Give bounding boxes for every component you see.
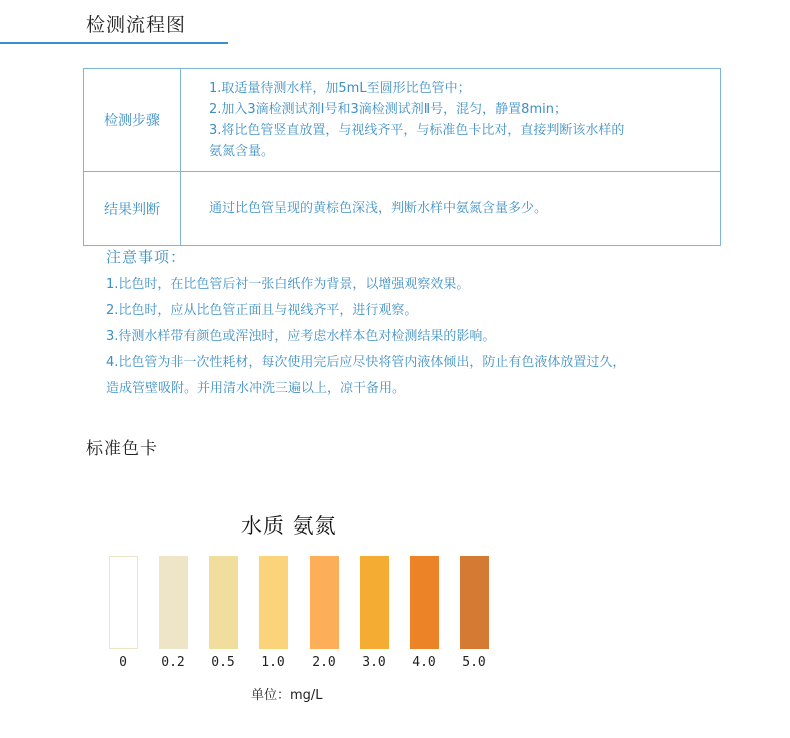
swatch-label: 2.0 <box>312 655 336 670</box>
step-line: 3.将比色管竖直放置，与视线齐平，与标准色卡比对，直接判断该水样的 <box>209 123 625 138</box>
swatch-label: 4.0 <box>412 655 436 670</box>
table-row <box>84 172 721 246</box>
swatch-5 <box>360 556 389 649</box>
swatch-label: 3.0 <box>362 655 386 670</box>
swatch-4 <box>310 556 339 649</box>
note-item: 4.比色管为非一次性耗材，每次使用完后应尽快将管内液体倾出，防止有色液体放置过久， <box>106 355 626 370</box>
swatch-1 <box>159 556 188 649</box>
note-item: 2.比色时，应从比色管正面且与视线齐平，进行观察。 <box>106 303 418 318</box>
result-line: 通过比色管呈现的黄棕色深浅，判断水样中氨氮含量多少。 <box>209 201 548 216</box>
notes-list <box>106 272 726 402</box>
swatch-6 <box>410 556 439 649</box>
steps-table <box>83 68 721 246</box>
chart-title: 水质 氨氮 <box>241 514 337 538</box>
swatch-label: 0.5 <box>211 655 235 670</box>
swatch-7 <box>460 556 489 649</box>
unit-label: 单位：mg/L <box>251 688 323 703</box>
note-item: 造成管壁吸附。并用清水冲洗三遍以上，凉干备用。 <box>106 381 406 396</box>
step-line: 氨氮含量。 <box>209 144 275 159</box>
row-label: 检测步骤 <box>84 69 181 172</box>
row-content <box>181 69 721 172</box>
title-underline <box>0 42 228 44</box>
swatch-0 <box>109 556 138 649</box>
step-line: 1.取适量待测水样，加5mL至圆形比色管中； <box>209 81 471 96</box>
swatch-3 <box>259 556 288 649</box>
swatch-label: 5.0 <box>462 655 486 670</box>
swatch-label: 1.0 <box>261 655 285 670</box>
swatch-2 <box>209 556 238 649</box>
note-item: 1.比色时，在比色管后衬一张白纸作为背景，以增强观察效果。 <box>106 277 470 292</box>
section-title: 检测流程图 <box>86 14 187 36</box>
row-content <box>181 172 721 246</box>
table-row <box>84 69 721 172</box>
note-item: 3.待测水样带有颜色或浑浊时，应考虑水样本色对检测结果的影响。 <box>106 329 496 344</box>
swatch-label: 0.2 <box>161 655 185 670</box>
notes-title: 注意事项： <box>106 248 187 266</box>
color-card-title: 标准色卡 <box>86 439 158 459</box>
step-line: 2.加入3滴检测试剂Ⅰ号和3滴检测试剂Ⅱ号，混匀，静置8min； <box>209 102 567 117</box>
swatch-label: 0 <box>119 655 127 670</box>
row-label: 结果判断 <box>84 172 181 246</box>
